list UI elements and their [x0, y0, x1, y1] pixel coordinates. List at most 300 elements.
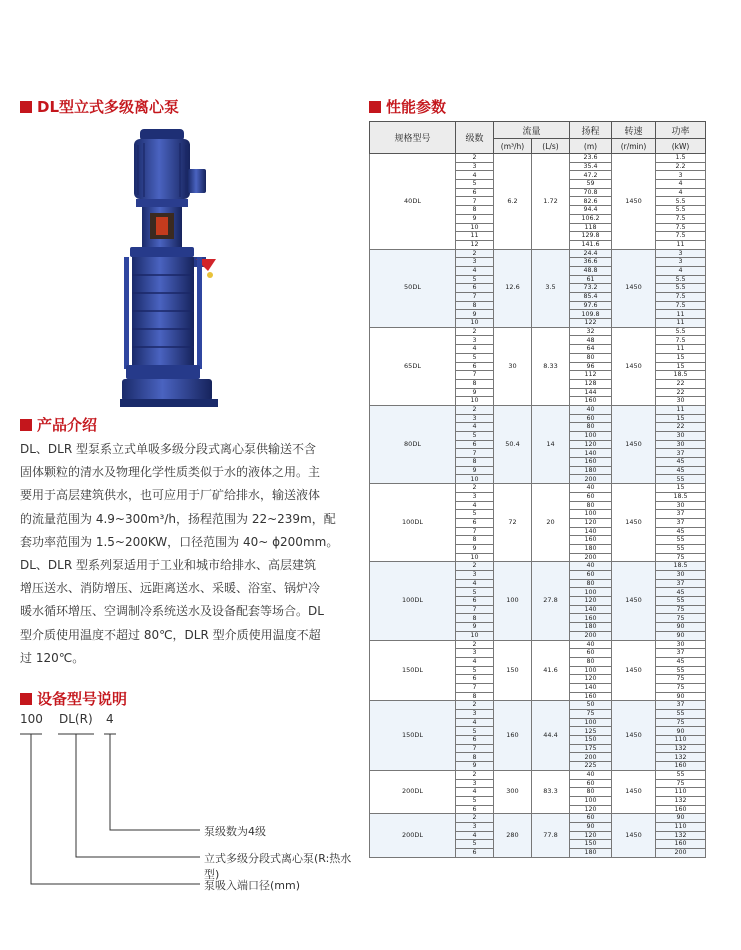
- cell-stages: 4: [456, 831, 494, 840]
- table-row: [370, 484, 706, 493]
- model-code-type: DL(R): [59, 712, 93, 726]
- cell-head: 94.4: [570, 206, 612, 215]
- cell-power: 30: [656, 432, 706, 441]
- cell-power: 90: [656, 692, 706, 701]
- cell-power: 11: [656, 310, 706, 319]
- cell-power: 30: [656, 440, 706, 449]
- intro-line: 要用于高层建筑供水，也可应用于厂矿给排水，输送液体: [20, 488, 321, 503]
- cell-head: 50: [570, 701, 612, 710]
- cell-stages: 4: [456, 579, 494, 588]
- cell-head: 160: [570, 614, 612, 623]
- cell-stages: 4: [456, 657, 494, 666]
- cell-stages: 8: [456, 753, 494, 762]
- cell-power: 11: [656, 405, 706, 414]
- cell-head: 175: [570, 744, 612, 753]
- table-row: [370, 327, 706, 336]
- cell-stages: 7: [456, 293, 494, 302]
- cell-flow-m3: 50.4: [494, 405, 532, 483]
- cell-head: 200: [570, 631, 612, 640]
- cell-stages: 6: [456, 597, 494, 606]
- intro-line: 增压送水、消防增压、远距离送水、采暖、浴室、锅炉冷: [20, 581, 321, 596]
- model-desc-stages: 泵级数为4级: [204, 825, 266, 838]
- cell-power: 3: [656, 258, 706, 267]
- cell-flow-ls: 1.72: [532, 154, 570, 250]
- cell-head: 32: [570, 327, 612, 336]
- cell-power: 132: [656, 796, 706, 805]
- header-speed: 转速: [612, 122, 656, 139]
- cell-power: 11: [656, 319, 706, 328]
- cell-power: 90: [656, 727, 706, 736]
- cell-head: 141.6: [570, 240, 612, 249]
- header-head-unit: (m): [570, 139, 612, 154]
- cell-stages: 9: [456, 388, 494, 397]
- cell-head: 40: [570, 405, 612, 414]
- cell-power: 4: [656, 188, 706, 197]
- cell-power: 75: [656, 683, 706, 692]
- cell-head: 48: [570, 336, 612, 345]
- red-square-icon: [20, 693, 32, 705]
- cell-head: 140: [570, 605, 612, 614]
- cell-model: 200DL: [370, 814, 456, 857]
- cell-stages: 2: [456, 770, 494, 779]
- header-power-unit: (kW): [656, 139, 706, 154]
- cell-head: 96: [570, 362, 612, 371]
- cell-power: 2.2: [656, 162, 706, 171]
- cell-power: 132: [656, 753, 706, 762]
- cell-power: 37: [656, 518, 706, 527]
- cell-head: 59: [570, 180, 612, 189]
- cell-stages: 6: [456, 675, 494, 684]
- cell-head: 40: [570, 640, 612, 649]
- cell-stages: 8: [456, 206, 494, 215]
- cell-power: 55: [656, 597, 706, 606]
- cell-head: 180: [570, 544, 612, 553]
- cell-stages: 5: [456, 840, 494, 849]
- cell-power: 45: [656, 458, 706, 467]
- cell-stages: 6: [456, 440, 494, 449]
- cell-head: 140: [570, 683, 612, 692]
- cell-model: 100DL: [370, 562, 456, 640]
- model-desc-type: 立式多级分段式离心泵(R:热水型): [204, 852, 352, 881]
- cell-power: 30: [656, 571, 706, 580]
- cell-head: 60: [570, 414, 612, 423]
- cell-model: 80DL: [370, 405, 456, 483]
- cell-stages: 5: [456, 510, 494, 519]
- cell-power: 22: [656, 423, 706, 432]
- cell-power: 5.5: [656, 206, 706, 215]
- header-speed-unit: (r/min): [612, 139, 656, 154]
- cell-power: 5.5: [656, 275, 706, 284]
- cell-head: 140: [570, 449, 612, 458]
- cell-power: 37: [656, 449, 706, 458]
- cell-head: 60: [570, 814, 612, 823]
- cell-stages: 7: [456, 744, 494, 753]
- cell-head: 97.6: [570, 301, 612, 310]
- cell-head: 129.8: [570, 232, 612, 241]
- cell-head: 40: [570, 484, 612, 493]
- cell-flow-ls: 27.8: [532, 562, 570, 640]
- header-flow: 流量: [494, 122, 570, 139]
- cell-power: 18.5: [656, 562, 706, 571]
- cell-speed: 1450: [612, 249, 656, 327]
- cell-power: 75: [656, 779, 706, 788]
- header-stages: 级数: [456, 122, 494, 154]
- cell-power: 55: [656, 666, 706, 675]
- cell-power: 5.5: [656, 284, 706, 293]
- product-title: DL型立式多级离心泵: [37, 98, 180, 116]
- cell-stages: 3: [456, 258, 494, 267]
- intro-line: 型介质使用温度不超过 80℃，DLR 型介质使用温度不超: [20, 627, 321, 642]
- cell-head: 73.2: [570, 284, 612, 293]
- cell-stages: 4: [456, 423, 494, 432]
- cell-head: 160: [570, 397, 612, 406]
- cell-stages: 9: [456, 310, 494, 319]
- intro-title: 产品介绍: [37, 416, 98, 434]
- cell-head: 100: [570, 796, 612, 805]
- cell-power: 15: [656, 414, 706, 423]
- table-row: [370, 701, 706, 710]
- model-code-stages: 4: [106, 712, 114, 726]
- section-title-intro: [20, 414, 97, 435]
- cell-stages: 3: [456, 822, 494, 831]
- cell-model: 150DL: [370, 701, 456, 771]
- cell-flow-ls: 20: [532, 484, 570, 562]
- cell-power: 110: [656, 736, 706, 745]
- table-row: [370, 770, 706, 779]
- cell-power: 37: [656, 579, 706, 588]
- cell-head: 120: [570, 518, 612, 527]
- cell-power: 132: [656, 831, 706, 840]
- cell-power: 55: [656, 710, 706, 719]
- cell-stages: 2: [456, 484, 494, 493]
- cell-head: 125: [570, 727, 612, 736]
- cell-stages: 5: [456, 180, 494, 189]
- cell-stages: 10: [456, 397, 494, 406]
- cell-power: 7.5: [656, 301, 706, 310]
- cell-head: 80: [570, 657, 612, 666]
- cell-power: 15: [656, 362, 706, 371]
- cell-head: 100: [570, 718, 612, 727]
- cell-power: 75: [656, 718, 706, 727]
- cell-stages: 8: [456, 692, 494, 701]
- cell-stages: 9: [456, 214, 494, 223]
- cell-head: 150: [570, 840, 612, 849]
- cell-power: 7.5: [656, 232, 706, 241]
- cell-stages: 8: [456, 458, 494, 467]
- table-row: [370, 640, 706, 649]
- cell-stages: 3: [456, 162, 494, 171]
- cell-stages: 4: [456, 266, 494, 275]
- cell-stages: 4: [456, 171, 494, 180]
- cell-head: 23.6: [570, 154, 612, 163]
- cell-head: 160: [570, 458, 612, 467]
- cell-flow-m3: 30: [494, 327, 532, 405]
- cell-power: 55: [656, 536, 706, 545]
- red-square-icon: [369, 101, 381, 113]
- cell-head: 120: [570, 805, 612, 814]
- cell-head: 80: [570, 579, 612, 588]
- cell-power: 45: [656, 657, 706, 666]
- cell-power: 15: [656, 484, 706, 493]
- cell-stages: 2: [456, 640, 494, 649]
- cell-stages: 2: [456, 249, 494, 258]
- cell-model: 200DL: [370, 770, 456, 813]
- cell-stages: 10: [456, 319, 494, 328]
- cell-power: 5.5: [656, 197, 706, 206]
- cell-stages: 9: [456, 623, 494, 632]
- cell-speed: 1450: [612, 640, 656, 701]
- cell-stages: 9: [456, 544, 494, 553]
- cell-power: 110: [656, 788, 706, 797]
- cell-head: 80: [570, 501, 612, 510]
- cell-head: 150: [570, 736, 612, 745]
- cell-stages: 7: [456, 605, 494, 614]
- header-model: 规格型号: [370, 122, 456, 154]
- cell-head: 80: [570, 423, 612, 432]
- cell-power: 160: [656, 840, 706, 849]
- cell-stages: 10: [456, 223, 494, 232]
- cell-head: 90: [570, 822, 612, 831]
- section-title-product: [20, 96, 179, 117]
- cell-power: 55: [656, 475, 706, 484]
- cell-stages: 2: [456, 701, 494, 710]
- cell-flow-m3: 280: [494, 814, 532, 857]
- cell-speed: 1450: [612, 484, 656, 562]
- cell-head: 100: [570, 666, 612, 675]
- cell-power: 7.5: [656, 293, 706, 302]
- cell-head: 40: [570, 770, 612, 779]
- cell-head: 100: [570, 510, 612, 519]
- cell-stages: 2: [456, 562, 494, 571]
- cell-stages: 5: [456, 353, 494, 362]
- cell-model: 50DL: [370, 249, 456, 327]
- cell-head: 120: [570, 597, 612, 606]
- cell-head: 80: [570, 353, 612, 362]
- cell-head: 60: [570, 571, 612, 580]
- cell-head: 160: [570, 536, 612, 545]
- cell-head: 160: [570, 692, 612, 701]
- intro-line: 套功率范围为 1.5~200KW，口径范围为 40~ ϕ200mm。: [20, 534, 339, 549]
- cell-flow-ls: 44.4: [532, 701, 570, 771]
- cell-flow-m3: 150: [494, 640, 532, 701]
- cell-head: 120: [570, 675, 612, 684]
- red-square-icon: [20, 101, 32, 113]
- cell-model: 150DL: [370, 640, 456, 701]
- cell-flow-m3: 160: [494, 701, 532, 771]
- cell-power: 5.5: [656, 327, 706, 336]
- cell-flow-m3: 6.2: [494, 154, 532, 250]
- cell-head: 118: [570, 223, 612, 232]
- cell-power: 200: [656, 849, 706, 858]
- cell-head: 64: [570, 345, 612, 354]
- cell-power: 132: [656, 744, 706, 753]
- cell-speed: 1450: [612, 562, 656, 640]
- cell-head: 180: [570, 466, 612, 475]
- cell-head: 82.6: [570, 197, 612, 206]
- cell-head: 36.6: [570, 258, 612, 267]
- cell-head: 200: [570, 475, 612, 484]
- cell-stages: 4: [456, 718, 494, 727]
- cell-stages: 3: [456, 710, 494, 719]
- cell-head: 225: [570, 762, 612, 771]
- cell-flow-ls: 83.3: [532, 770, 570, 813]
- cell-power: 90: [656, 623, 706, 632]
- cell-power: 3: [656, 249, 706, 258]
- model-desc-size: 泵吸入端口径(mm): [204, 879, 301, 892]
- cell-model: 40DL: [370, 154, 456, 250]
- cell-power: 45: [656, 466, 706, 475]
- performance-table: [369, 121, 706, 858]
- cell-stages: 9: [456, 466, 494, 475]
- cell-head: 128: [570, 379, 612, 388]
- cell-head: 100: [570, 588, 612, 597]
- cell-head: 140: [570, 527, 612, 536]
- cell-stages: 5: [456, 666, 494, 675]
- cell-stages: 7: [456, 197, 494, 206]
- cell-head: 120: [570, 831, 612, 840]
- cell-power: 75: [656, 553, 706, 562]
- cell-power: 4: [656, 266, 706, 275]
- cell-flow-ls: 41.6: [532, 640, 570, 701]
- performance-title: 性能参数: [386, 98, 447, 116]
- cell-stages: 10: [456, 475, 494, 484]
- cell-head: 35.4: [570, 162, 612, 171]
- cell-stages: 6: [456, 849, 494, 858]
- cell-stages: 5: [456, 275, 494, 284]
- pump-image: [112, 125, 232, 415]
- cell-head: 200: [570, 553, 612, 562]
- intro-line: DL、DLR 型泵系立式单吸多级分段式离心泵供输送不含: [20, 442, 317, 456]
- cell-stages: 10: [456, 553, 494, 562]
- cell-head: 109.8: [570, 310, 612, 319]
- cell-power: 7.5: [656, 336, 706, 345]
- cell-power: 160: [656, 805, 706, 814]
- cell-power: 110: [656, 822, 706, 831]
- intro-line: 暖水循环增压、空调制冷系统送水及设备配套等场合。DL: [20, 604, 324, 619]
- cell-head: 47.2: [570, 171, 612, 180]
- cell-power: 55: [656, 770, 706, 779]
- cell-stages: 6: [456, 284, 494, 293]
- cell-stages: 8: [456, 614, 494, 623]
- section-title-model: [20, 688, 127, 709]
- cell-power: 75: [656, 675, 706, 684]
- cell-flow-m3: 72: [494, 484, 532, 562]
- cell-stages: 2: [456, 405, 494, 414]
- cell-power: 45: [656, 588, 706, 597]
- model-title: 设备型号说明: [37, 690, 128, 708]
- cell-head: 60: [570, 779, 612, 788]
- cell-stages: 4: [456, 501, 494, 510]
- cell-stages: 3: [456, 414, 494, 423]
- cell-head: 61: [570, 275, 612, 284]
- cell-head: 70.8: [570, 188, 612, 197]
- cell-head: 75: [570, 710, 612, 719]
- cell-head: 85.4: [570, 293, 612, 302]
- cell-flow-ls: 8.33: [532, 327, 570, 405]
- cell-stages: 3: [456, 779, 494, 788]
- cell-power: 11: [656, 240, 706, 249]
- cell-head: 48.8: [570, 266, 612, 275]
- cell-head: 120: [570, 440, 612, 449]
- cell-head: 100: [570, 432, 612, 441]
- cell-model: 65DL: [370, 327, 456, 405]
- cell-stages: 5: [456, 796, 494, 805]
- cell-power: 37: [656, 649, 706, 658]
- cell-flow-ls: 14: [532, 405, 570, 483]
- cell-power: 37: [656, 510, 706, 519]
- cell-head: 60: [570, 649, 612, 658]
- table-row: [370, 405, 706, 414]
- cell-power: 55: [656, 544, 706, 553]
- cell-power: 45: [656, 527, 706, 536]
- cell-stages: 3: [456, 571, 494, 580]
- cell-speed: 1450: [612, 701, 656, 771]
- cell-stages: 4: [456, 788, 494, 797]
- cell-flow-ls: 3.5: [532, 249, 570, 327]
- header-head: 扬程: [570, 122, 612, 139]
- header-flow-ls: (L/s): [532, 139, 570, 154]
- cell-flow-m3: 12.6: [494, 249, 532, 327]
- cell-stages: 10: [456, 631, 494, 640]
- cell-stages: 2: [456, 154, 494, 163]
- cell-head: 144: [570, 388, 612, 397]
- cell-stages: 5: [456, 588, 494, 597]
- cell-stages: 6: [456, 188, 494, 197]
- cell-head: 24.4: [570, 249, 612, 258]
- cell-power: 7.5: [656, 223, 706, 232]
- cell-power: 11: [656, 345, 706, 354]
- cell-power: 90: [656, 631, 706, 640]
- cell-stages: 2: [456, 327, 494, 336]
- cell-head: 180: [570, 849, 612, 858]
- cell-power: 90: [656, 814, 706, 823]
- table-row: [370, 154, 706, 163]
- cell-stages: 7: [456, 527, 494, 536]
- cell-model: 100DL: [370, 484, 456, 562]
- cell-power: 7.5: [656, 214, 706, 223]
- cell-head: 200: [570, 753, 612, 762]
- cell-head: 112: [570, 371, 612, 380]
- cell-head: 40: [570, 562, 612, 571]
- cell-stages: 8: [456, 301, 494, 310]
- cell-speed: 1450: [612, 154, 656, 250]
- table-row: [370, 249, 706, 258]
- header-flow-m3: (m³/h): [494, 139, 532, 154]
- cell-stages: 6: [456, 736, 494, 745]
- cell-stages: 7: [456, 449, 494, 458]
- cell-power: 160: [656, 762, 706, 771]
- performance-table-body: [370, 154, 706, 858]
- cell-power: 75: [656, 614, 706, 623]
- model-code-size: 100: [20, 712, 43, 726]
- red-square-icon: [20, 419, 32, 431]
- intro-line: 的流量范围为 4.9~300m³/h，扬程范围为 22~239m，配: [20, 511, 336, 526]
- cell-stages: 6: [456, 362, 494, 371]
- cell-stages: 9: [456, 762, 494, 771]
- cell-power: 30: [656, 501, 706, 510]
- cell-power: 75: [656, 605, 706, 614]
- cell-stages: 3: [456, 336, 494, 345]
- cell-stages: 12: [456, 240, 494, 249]
- cell-stages: 2: [456, 814, 494, 823]
- cell-speed: 1450: [612, 405, 656, 483]
- cell-power: 3: [656, 171, 706, 180]
- cell-stages: 6: [456, 805, 494, 814]
- cell-power: 22: [656, 388, 706, 397]
- cell-stages: 3: [456, 492, 494, 501]
- table-row: [370, 814, 706, 823]
- cell-flow-ls: 77.8: [532, 814, 570, 857]
